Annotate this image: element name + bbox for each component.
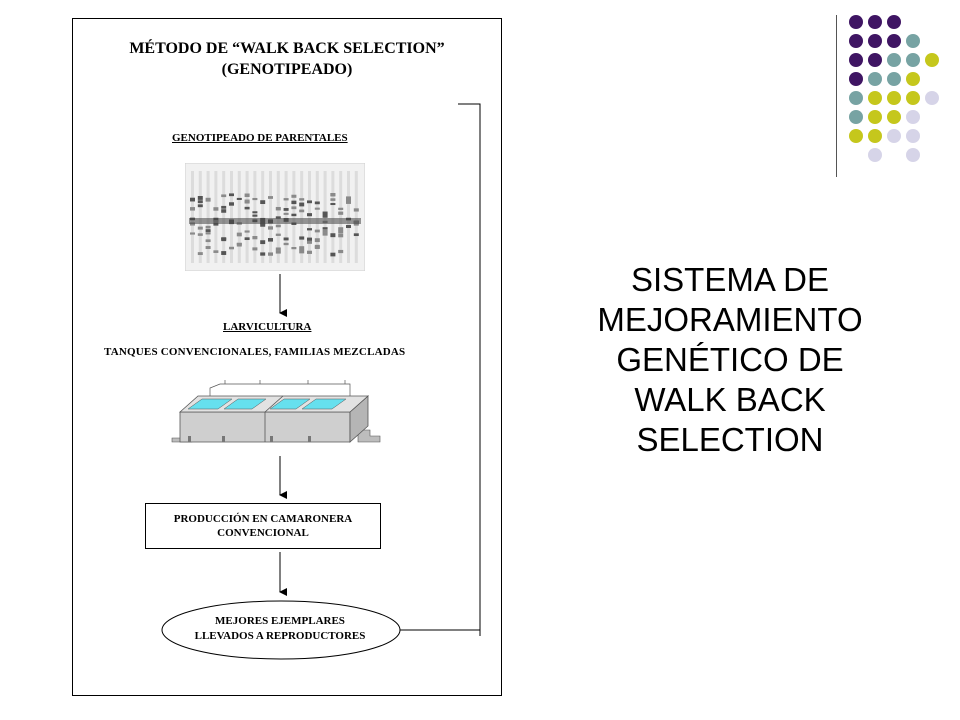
gel-band [338, 250, 343, 253]
gel-band [252, 198, 257, 200]
gel-band [330, 193, 335, 196]
gel-band [213, 250, 218, 253]
gel-band [330, 203, 335, 205]
slide-title-line5: SELECTION [636, 421, 824, 458]
gel-band [221, 209, 226, 213]
gel-band [299, 198, 304, 200]
tanks-label: TANQUES CONVENCIONALES, FAMILIAS MEZCLADAS [104, 346, 406, 358]
gel-band [323, 230, 328, 233]
gel-band [260, 252, 265, 255]
gel-band [268, 252, 273, 255]
gel-band [315, 208, 320, 210]
gel-band [284, 198, 289, 200]
gel-band [307, 251, 312, 254]
gel-band [291, 206, 296, 209]
gel-band [338, 234, 343, 237]
gel-band [323, 233, 328, 236]
gel-band [315, 246, 320, 249]
gel-band [245, 200, 250, 203]
gel-band [323, 227, 328, 229]
gel-band [330, 233, 335, 237]
gel-band [206, 226, 211, 229]
gel-band [198, 200, 203, 203]
gel-band [206, 232, 211, 234]
slide-title-line2: MEJORAMIENTO [597, 301, 863, 338]
gel-band [276, 247, 281, 250]
gel-band [323, 214, 328, 218]
gel-band [221, 251, 226, 255]
gel-band [299, 250, 304, 254]
gel-band [291, 247, 296, 249]
gel-band [245, 237, 250, 240]
gel-band [346, 225, 351, 228]
gel-band [276, 225, 281, 228]
gel-band [315, 238, 320, 242]
gel-band [291, 214, 296, 216]
gel-band [354, 233, 359, 236]
gel-band [252, 215, 257, 217]
gel-electrophoresis-image [185, 163, 365, 271]
gel-band [315, 201, 320, 204]
larviculture-label: LARVICULTURA [223, 321, 312, 333]
gel-band [346, 200, 351, 203]
gel-band [268, 196, 273, 199]
gel-band [307, 238, 312, 241]
gel-band [229, 202, 234, 205]
gel-band [237, 233, 242, 237]
slide-title-line4: WALK BACK [634, 381, 826, 418]
gel-band [291, 195, 296, 198]
gel-band [245, 230, 250, 232]
gel-band [190, 198, 195, 202]
gel-band [268, 226, 273, 229]
gel-band [338, 212, 343, 215]
gel-band-row [189, 218, 361, 224]
gel-band [299, 246, 304, 250]
gel-band [338, 231, 343, 234]
gel-band [252, 247, 257, 250]
slide-title-line1: SISTEMA DE [630, 261, 830, 298]
production-line2: CONVENCIONAL [217, 527, 309, 539]
gel-band [299, 203, 304, 207]
gel-band [323, 212, 328, 214]
gel-band [198, 233, 203, 236]
gel-band [276, 251, 281, 254]
gel-band [276, 234, 281, 236]
slide-title-line3: GENÉTICO DE [616, 341, 844, 378]
method-title-line2: (GENOTIPEADO) [221, 61, 353, 78]
production-box [145, 503, 381, 549]
gel-band [190, 232, 195, 234]
tank-diagram [170, 376, 385, 454]
breeders-line1: MEJORES EJEMPLARES [215, 615, 345, 627]
gel-band [307, 200, 312, 203]
gel-band [284, 237, 289, 240]
gel-band [307, 240, 312, 243]
gel-band [252, 211, 257, 213]
gel-band [190, 207, 195, 210]
gel-band [198, 252, 203, 255]
gel-band [198, 196, 203, 200]
gel-band [330, 198, 335, 201]
method-title-line1: MÉTODO DE “WALK BACK SELECTION” [129, 40, 445, 57]
gel-band [307, 213, 312, 216]
gel-band [206, 246, 211, 249]
gel-band [260, 200, 265, 204]
breeders-text [160, 614, 400, 644]
gel-band [299, 210, 304, 213]
gel-band [229, 247, 234, 250]
gel-band [338, 227, 343, 231]
gel-band [221, 237, 226, 240]
gel-band [291, 201, 296, 204]
gel-band [299, 236, 304, 239]
gel-band [245, 194, 250, 198]
gel-band [268, 238, 273, 242]
breeders-line2: LLEVADOS A REPRODUCTORES [194, 630, 366, 642]
gel-band [284, 213, 289, 215]
production-line1: PRODUCCIÓN EN CAMARONERA [173, 513, 353, 525]
gel-band [198, 227, 203, 230]
gel-band [206, 229, 211, 232]
gel-band [221, 206, 226, 209]
genotyping-label: GENOTIPEADO DE PARENTALES [172, 132, 348, 144]
gel-band [198, 204, 203, 207]
gel-band [206, 239, 211, 242]
gel-band [284, 208, 289, 211]
gel-band [338, 208, 343, 210]
gel-band [221, 194, 226, 197]
gel-band [229, 193, 234, 196]
gel-band [260, 240, 265, 244]
gel-band [315, 230, 320, 233]
gel-band [307, 228, 312, 230]
gel-band [330, 253, 335, 257]
slide-title [580, 260, 880, 460]
gel-band [237, 198, 242, 200]
gel-band [206, 198, 211, 202]
gel-band [276, 207, 281, 210]
gel-band [354, 208, 359, 211]
gel-band [213, 207, 218, 210]
gel-band [237, 243, 242, 247]
gel-band [245, 207, 250, 210]
feedback-loop-line [400, 104, 480, 630]
gel-band [284, 243, 289, 245]
gel-band [252, 236, 257, 239]
